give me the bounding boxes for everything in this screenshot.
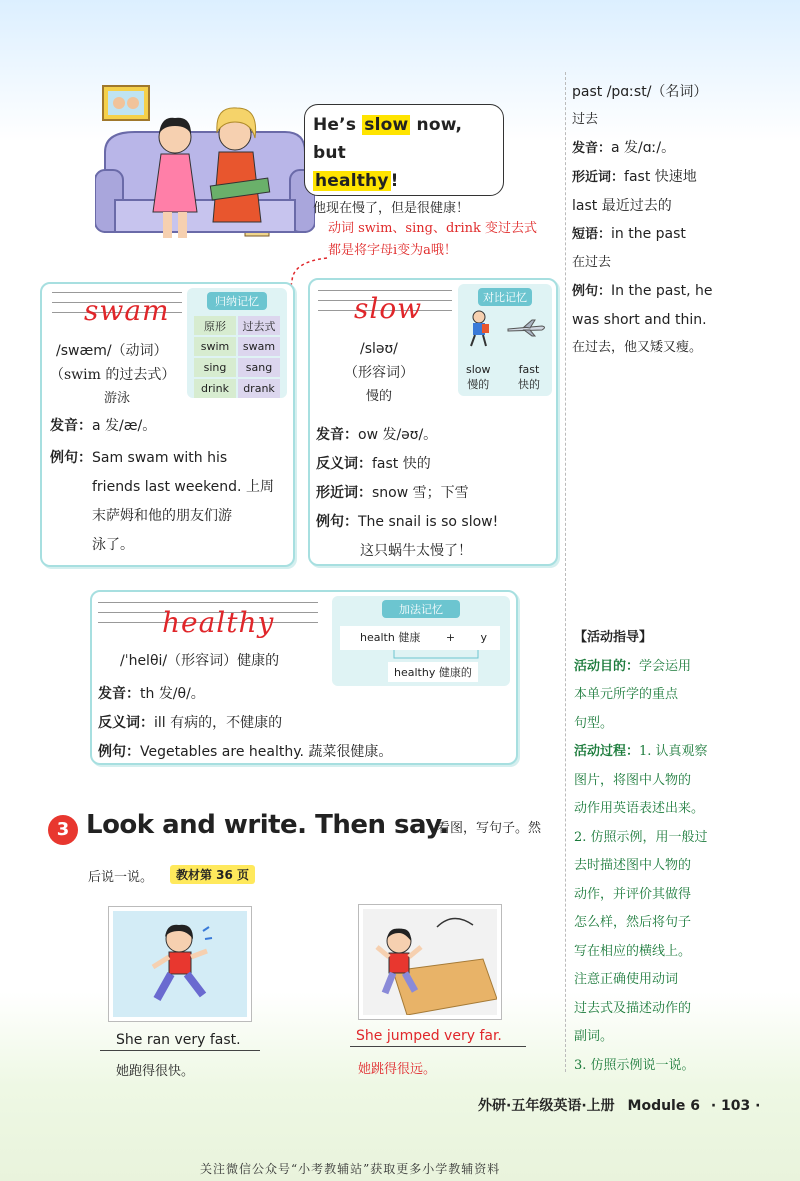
speech-translation: 他现在慢了，但是很健康！ — [313, 201, 470, 216]
section-number: 3 — [48, 815, 78, 845]
answer-1-text: She ran very fast. — [116, 1032, 241, 1048]
running-girl-image — [113, 911, 247, 1017]
speech-line-2: healthy ! — [315, 171, 399, 191]
answer-2-line — [350, 1046, 526, 1047]
swam-phonetic: /swæm/（动词） — [56, 343, 168, 359]
column-divider — [565, 72, 566, 1072]
verb-tip-note: 动词 swim、sing、drink 变过去式 都是将字母i变为a哦！ — [328, 221, 538, 258]
vocab-card-swam — [40, 282, 295, 567]
page-number: · 103 · — [710, 1098, 761, 1114]
verb-form-table: 原形 过去式 swim swam sing sang drink drank — [192, 314, 282, 400]
slow-phonetic: /sləʊ/ — [360, 341, 398, 357]
section-instruction-cn-2: 后说一说。 — [88, 870, 154, 885]
page-footer — [478, 1095, 760, 1115]
addition-result: healthy 健康的 — [388, 662, 478, 682]
vocab-card-slow — [308, 278, 558, 566]
answer-2-cn: 她跳得很远。 — [358, 1062, 437, 1077]
answer-1-cn: 她跑得很快。 — [116, 1064, 195, 1079]
healthy-details: 发音：th 发/θ/。 反义词：ill 有病的，不健康的 例句：Vegetables are healthy. 蔬菜很健康。 — [98, 686, 393, 760]
swam-example: 例句：Sam swam with his friends last weekend. 上周 末萨姆和他的朋友们游 泳了。 — [50, 450, 274, 553]
picture-running-girl — [108, 906, 252, 1022]
book-title: 外研·五年级英语·上册 — [478, 1098, 615, 1114]
compare-slow: slow 慢的 — [466, 363, 491, 391]
summary-memo: 归纳记忆 原形 过去式 swim swam sing sang drink drank — [187, 288, 287, 398]
sofa-illustration — [95, 82, 315, 250]
compare-memo: 对比记忆 slow 慢的 fast 快的 — [458, 284, 552, 396]
wechat-promo: 关注微信公众号“小考教辅站”获取更多小学教辅资料 — [200, 1162, 501, 1176]
word-slow: slow — [354, 292, 423, 325]
airplane-icon — [506, 318, 548, 338]
side-note-past: past /pɑːst/（名词） 过去 发音：a 发/ɑː/。 形近词：fast 快速地 last 最近过去的 短语：in the past 在过去 例句：In the past, he was short and thin. 在过去，他又矮又瘦。 — [572, 84, 713, 355]
swam-meaning: 游泳 — [104, 391, 131, 406]
activity-guide: 【活动指导】 活动目的：学会运用 本单元所学的重点 句型。 活动过程：1. 认真观察 图片，将图中人物的 动作用英语表述出来。 2. 仿照示例，用一般过 去时描述图中人物的 动作，并评价其做得 怎么样，然后将句子 写在相应的横线上。 注意正确使用动词 过去式及描述动作的 副词。 3. 仿照示例说一说。 — [574, 630, 708, 1073]
swam-note: （swim 的过去式） — [50, 367, 176, 383]
textbook-page-badge: 教材第 36 页 — [170, 865, 255, 884]
walking-boy-icon — [464, 310, 494, 348]
speech-bubble — [304, 104, 504, 216]
addition-memo: 加法记忆 health 健康 + y healthy 健康的 — [332, 596, 510, 686]
addition-bracket — [392, 650, 482, 662]
picture-jumping-girl — [358, 904, 502, 1020]
vocab-card-healthy — [90, 590, 518, 765]
section-title: Look and write. Then say. — [86, 810, 449, 840]
answer-2-text: She jumped very far. — [356, 1028, 502, 1044]
slow-pos: （形容词） — [344, 365, 414, 381]
speech-line-1: He’s slow now, but — [313, 115, 463, 163]
answer-1-line — [100, 1050, 260, 1051]
swam-pron: 发音：a 发/æ/。 — [50, 418, 157, 434]
section-instruction-cn: 看图，写句子。然 — [437, 821, 542, 836]
slow-details: 发音：ow 发/əʊ/。 反义词：fast 快的 形近词：snow 雪；下雪 例句：The snail is so slow! 这只蜗牛太慢了！ — [316, 427, 499, 559]
word-swam: swam — [84, 294, 170, 327]
compare-fast: fast 快的 — [518, 363, 540, 391]
jumping-girl-image — [363, 909, 497, 1015]
module-label: Module 6 — [627, 1098, 700, 1114]
slow-meaning: 慢的 — [366, 389, 393, 404]
word-healthy: healthy — [162, 606, 275, 639]
healthy-phonetic: /ˈhelθi/（形容词）健康的 — [120, 653, 280, 669]
addition-formula: health 健康 + y — [340, 626, 500, 650]
